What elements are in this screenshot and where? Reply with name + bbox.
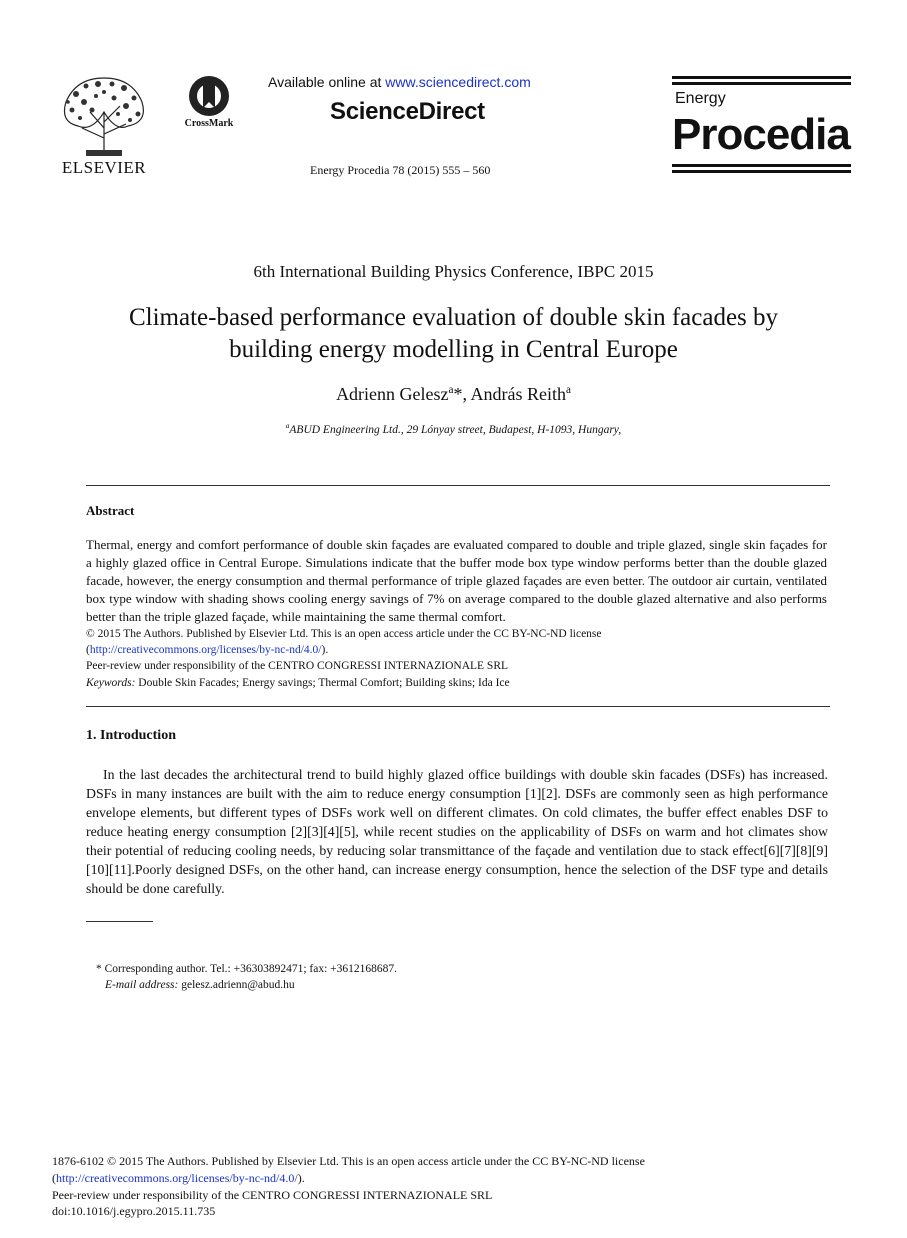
footer-close-paren: ). [297,1171,305,1185]
email-note [105,979,295,991]
keywords-list: Double Skin Facades; Energy savings; Thermal Comfort; Building skins; Ida Ice [135,677,510,689]
introduction-body: In the last decades the architectural trend to build highly glazed office buildings with double skin facades (DSFs) has increased. DSFs in many instances are built with the aim to reduce energy consumption [1][2]. DSFs are commonly seen as high performance envelope elements, but different types of DSFs work well on different climates. On cold climates, the buffer effect enables DSF to reduce heating energy consumption [2][3][4][5], while recent studies on the applicability of DSFs on warm and hot climates show their potential of reducing cooling needs, by reducing solar transmittance of the façade and ventilation due to stack effect[6][7][8][9][10][11].Poorly designed DSFs, on the other hand, can increase energy consumption, hence the selection of the DSF type and details should be done carefully. [86,767,828,896]
abstract-heading: Abstract [86,503,135,518]
author-2-affil: a [565,384,571,396]
footer-doi: doi:10.1016/j.egypro.2015.11.735 [52,1204,216,1218]
procedia-top-rules [672,76,851,88]
sciencedirect-link[interactable]: www.sciencedirect.com [385,74,531,90]
abstract-peer-review: Peer-review under responsibility of the CENTRO CONGRESSI INTERNAZIONALE SRL [86,660,509,672]
available-prefix: Available online at [268,74,386,90]
keywords [86,675,510,691]
available-online-text [268,74,531,90]
procedia-bottom-rules [672,164,851,176]
abstract-top-divider [86,485,830,486]
author-1-star: * [453,384,463,404]
corresponding-author-note: * Corresponding author. Tel.: +36303892471; fax: +3612168687. [96,963,398,975]
email-label: E-mail address: [105,979,179,991]
conference-name: 6th International Building Physics Conference, IBPC 2015 [253,262,654,281]
author-list [0,384,907,405]
footer-peer-review: Peer-review under responsibility of the CENTRO CONGRESSI INTERNAZIONALE SRL [52,1188,493,1202]
elsevier-wordmark: ELSEVIER [61,158,147,177]
journal-citation: Energy Procedia 78 (2015) 555 – 560 [310,163,491,177]
title-line-2: building energy modelling in Central Europe [229,336,678,363]
keywords-label: Keywords: [86,677,136,689]
paper-title [90,302,817,366]
journal-procedia-word: Procedia [672,110,850,159]
footer-issn-license: 1876-6102 © 2015 The Authors. Published by Elsevier Ltd. This is an open access article under the CC BY-NC-ND license [52,1154,645,1168]
footer-license-link-line [52,1171,305,1186]
affiliation [0,422,907,436]
license-close-paren: ). [321,644,329,656]
abstract-body: Thermal, energy and comfort performance of double skin façades are evaluated compared to double and triple glazed, single skin façades for a highly glazed office in Central Europe. Simulations indicate that the buffer mode box type window performs better than the double glazed facade, however, the energy consumption and thermal performance of triple glazed façades are even better. The outdoor air curtain, ventilated box type window with shading shows cooling energy savings of 7% on average compared to the double glazed alternative and also performs better than the triple glazed façade, while maintaining the same thermal comfort. [86,537,827,624]
crossmark-label: CrossMark [184,118,234,129]
affiliation-marker: a [285,422,290,430]
author-1-affil: a [448,384,454,396]
journal-energy-word: Energy [675,90,726,107]
license-open-paren: ( [86,644,90,656]
abstract-copyright: © 2015 The Authors. Published by Elsevier Ltd. This is an open access article under the CC BY-NC-ND license [86,628,602,640]
author-2: András Reith [470,384,566,404]
abstract-license [86,642,328,658]
title-line-1: Climate-based performance evaluation of double skin facades by [128,304,779,331]
abstract-bottom-divider [86,706,830,707]
footer-license-link[interactable]: http://creativecommons.org/licenses/by-nc-nd/4.0/ [56,1171,298,1185]
sciencedirect-wordmark: ScienceDirect [330,98,485,125]
author-separator: , [462,384,471,404]
affiliation-text: ABUD Engineering Ltd., 29 Lónyay street, Budapest, H-1093, Hungary, [289,423,622,436]
footnote-rule [86,921,153,922]
author-1: Adrienn Gelesz [336,384,449,404]
introduction-heading: 1. Introduction [86,728,176,743]
footer-open-paren: ( [52,1171,56,1185]
email-address: gelesz.adrienn@abud.hu [178,979,295,991]
license-link[interactable]: http://creativecommons.org/licenses/by-nc-nd/4.0/ [89,644,322,656]
